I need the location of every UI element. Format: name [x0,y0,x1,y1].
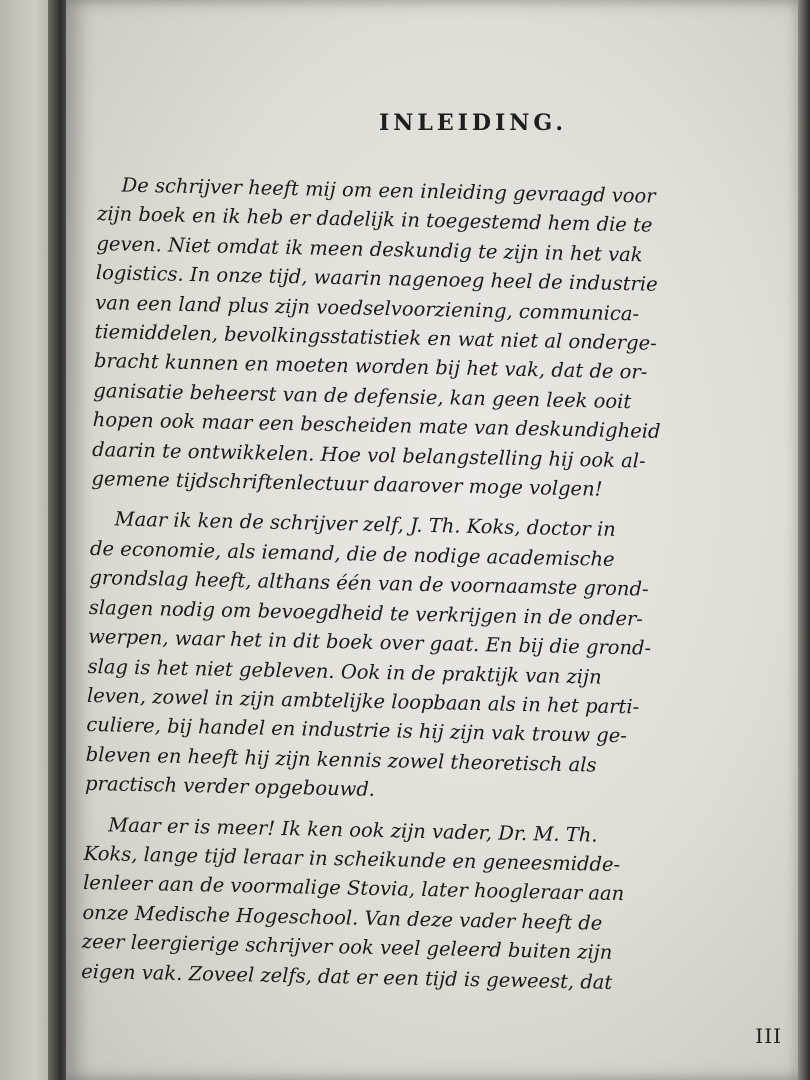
text-line: werpen, waar het in dit boek over gaat. En bij die grond- [87,624,652,660]
right-page-edge [798,0,810,1080]
text-line: de economie, als iemand, die de nodige academische [89,536,615,571]
text-line: zijn boek en ik heb er dadelijk in toegestemd hem die te [96,202,653,238]
text-line: practisch verder opgebouwd. [84,771,376,802]
text-line: slagen nodig om bevoegdheid te verkrijgen in de onder- [88,595,644,631]
text-line: bracht kunnen en moeten worden bij het vak, dat de or- [93,349,648,384]
text-line: daarin te ontwikkelen. Hoe vol belangstelling hij ook al- [91,437,646,473]
page-number: III [755,1024,782,1048]
text-line: onze Medische Hogeschool. Van deze vader heeft de [82,900,603,935]
text-line: De schrijver heeft mij om een inleiding gevraagd voor [121,173,656,208]
text-line: leven, zowel in zijn ambtelijke loopbaan als in het parti- [86,683,640,719]
text-line: lenleer aan de voormalige Stovia, later hoogleraar aan [82,871,625,906]
text-line: hopen ook maar een bescheiden mate van deskundigheid [92,408,661,444]
text-line: grondslag heeft, althans één van de voornaamste grond- [89,566,649,601]
text-line: logistics. In onze tijd, waarin nagenoeg heel de industrie [95,261,658,296]
text-line: bleven en heeft hij zijn kennis zowel theoretisch als [85,742,597,777]
text-line: van een land plus zijn voedselvoorziening, communica- [94,290,640,325]
text-line: tiemiddelen, bevolkingsstatistiek en wat niet al onderge- [94,319,657,355]
text-line: slag is het niet gebleven. Ook in de praktijk van zijn [87,654,602,689]
text-line: Maar ik ken de schrijver zelf, J. Th. Koks, doctor in [114,507,616,542]
text-line: eigen vak. Zoveel zelfs, dat er een tijd is geweest, dat [80,959,613,994]
text-line: geven. Niet omdat ik meen deskundig te zijn in het vak [96,231,643,267]
text-line: ganisatie beheerst van de defensie, kan geen leek ooit [93,378,632,414]
paragraph-3 [81,809,725,999]
paragraph-1 [91,170,738,507]
text-line: Koks, lange tijd leraar in scheikunde en geneesmidde- [83,841,621,877]
text-line: Maar er is meer! Ik ken ook zijn vader, Dr. M. Th. [108,812,598,847]
book-page [66,0,800,1080]
paragraph-2 [85,504,731,811]
text-line: culiere, bij handel en industrie is hij zijn vak trouw ge- [86,713,628,748]
text-line: gemene tijdschriftenlectuur daarover moge volgen! [91,466,603,501]
text-line: zeer leergierige schrijver ook veel geleerd buiten zijn [81,929,613,965]
body-text [81,170,738,1010]
page-heading: INLEIDING. [378,110,568,136]
